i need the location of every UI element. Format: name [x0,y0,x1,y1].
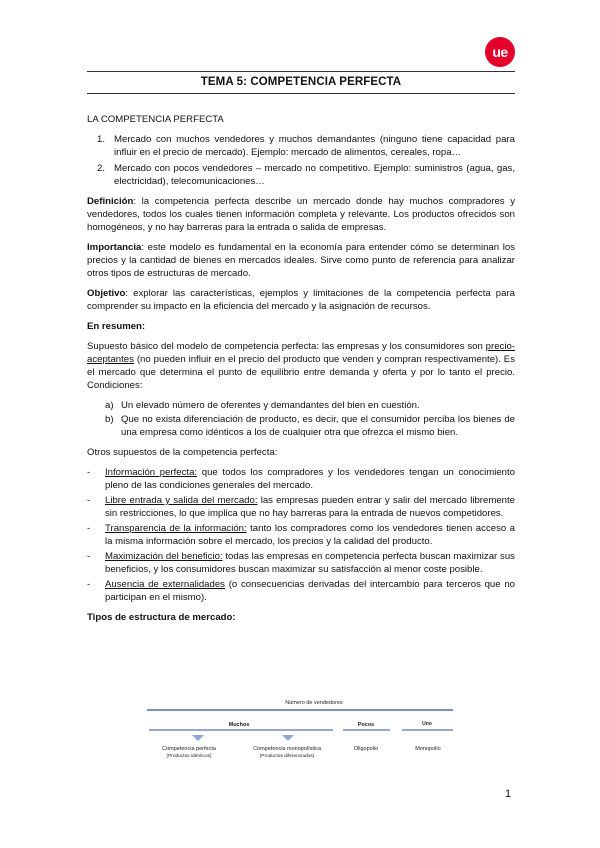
diagram-item-competencia-monopolistica: Competencia monopolística [253,746,321,752]
list-item [87,466,515,492]
list-marker: - [87,579,91,590]
diagram-arrow-icon [282,735,294,741]
diagram-item-sub: (Productos idénticos) [166,754,212,759]
objetivo-label: Objetivo [87,288,126,299]
list-marker: - [87,551,91,562]
list-marker: - [87,467,91,478]
importancia-text: : este modelo es fundamental en la economía para entender cómo se determinan los precios y la cantidad de bienes en mercados ideales. Sirve como punto de referencia para analizar otros tipos de estructuras de mercado. [87,242,515,279]
list-item-text: todas las empresas en competencia perfecta buscan maximizar sus beneficios, y los consumidores buscan maximizar su satisfacción al menor coste posible. [105,551,515,575]
list-item [87,162,515,188]
importancia-paragraph [87,241,515,280]
supuesto-paragraph [87,340,515,392]
definicion-text: : la competencia perfecta describe un mercado donde hay muchos compradores y vendedores, todos los cuales tienen información completa y relevante. Los productos ofrecidos son homogéneos, y no hay barreras para la entrada o salida de empresas. [87,196,515,233]
market-structure-diagram [87,695,515,775]
title-rule-top [87,71,515,72]
list-item-text: Que no exista diferenciación de producto, es decir, que el consumidor perciba los bienes de una empresa como idénticos a los de cualquier otra que ofrezca el mismo bien. [121,414,515,438]
title-rule-bottom [87,93,515,94]
list-marker: - [87,523,91,534]
list-marker: a) [105,400,114,411]
list-item [87,550,515,576]
diagram-top-label: Número de vendedores [285,700,343,706]
definicion-paragraph [87,195,515,234]
supuesto-term: precio-aceptantes [87,341,515,365]
list-item [87,133,515,159]
list-item-text: las empresas pueden entrar y salir del mercado libremente sin restricciones, lo que implica que no hay barreras para la entrada de nuevos competidores. [105,495,515,519]
diagram-item-sub: (Productos diferenciados) [259,754,315,759]
diagram-item-monopolio: Monopolio [415,746,441,752]
list-item-term: Ausencia de externalidades [105,579,225,590]
list-marker: - [87,495,91,506]
numbered-list [87,133,515,188]
supuesto-before: Supuesto básico del modelo de competencia perfecta: las empresas y los consumidores son [87,341,486,352]
list-item-term: Transparencia de la información: [105,523,247,534]
otros-list [87,466,515,604]
list-item-text: Mercado con muchos vendedores y muchos demandantes (ninguno tiene capacidad para influir en el precio de mercado). Ejemplo: mercado de alimentos, cereales, ropa… [114,134,515,158]
diagram-arrow-icon [192,735,204,741]
list-item-text: Mercado con pocos vendedores – mercado no competitivo. Ejemplo: suministros (agua, gas, electricidad), telecomunicaciones… [114,163,515,187]
list-item-term: Libre entrada y salida del mercado: [105,495,258,506]
tipos-heading: Tipos de estructura de mercado: [87,612,236,623]
list-item-term: Maximización del beneficio: [105,551,223,562]
list-item-term: Información perfecta: [105,467,198,478]
otros-intro: Otros supuestos de la competencia perfecta: [87,447,278,458]
list-item [87,578,515,604]
page-number: 1 [505,788,512,800]
document-body [87,113,515,631]
conditions-list [87,399,515,439]
diagram-group-uno: Uno [422,721,432,727]
list-item-text: Un elevado número de oferentes y demandantes del bien en cuestión. [121,400,420,411]
page-title: TEMA 5: COMPETENCIA PERFECTA [200,76,402,88]
supuesto-after: (no pueden influir en el precio del producto que venden y compran respectivamente). Es el mercado que determina el punto de equilibrio entre demanda y oferta y por lo tanto el precio. Condiciones: [87,354,515,391]
logo-text: ue [492,44,508,60]
list-marker: 1. [97,134,106,145]
list-item [87,494,515,520]
diagram-item-oligopolio: Oligopolio [353,746,379,752]
list-marker: b) [105,414,114,425]
section-heading: LA COMPETENCIA PERFECTA [87,114,224,125]
list-item [87,399,515,412]
list-marker: 2. [97,163,106,174]
objetivo-text: : explorar las características, ejemplos y limitaciones de la competencia perfecta para comprender su impacto en la eficiencia del mercado y la asignación de recursos. [87,288,515,312]
list-item-text: que todos los compradores y los vendedores tengan un conocimiento pleno de las condiciones generales del mercado. [105,467,516,491]
list-item [87,522,515,548]
diagram-group-pocos: Pocos [357,722,375,728]
definicion-label: Definición [87,196,134,207]
list-item-text: (o consecuencias derivadas del intercambio para terceros que no participan en el mismo). [105,579,515,603]
en-resumen-heading: En resumen: [87,321,146,332]
ue-logo [485,37,515,67]
objetivo-paragraph [87,287,515,313]
importancia-label: Importancia [87,242,142,253]
list-item-text: tanto los compradores como los vendedores tienen acceso a la misma información sobre el mercado, los precios y la calidad del producto. [105,523,515,547]
diagram-group-muchos: Muchos [228,722,250,728]
diagram-item-competencia-perfecta: Competencia perfecta [162,746,216,752]
list-item [87,413,515,439]
